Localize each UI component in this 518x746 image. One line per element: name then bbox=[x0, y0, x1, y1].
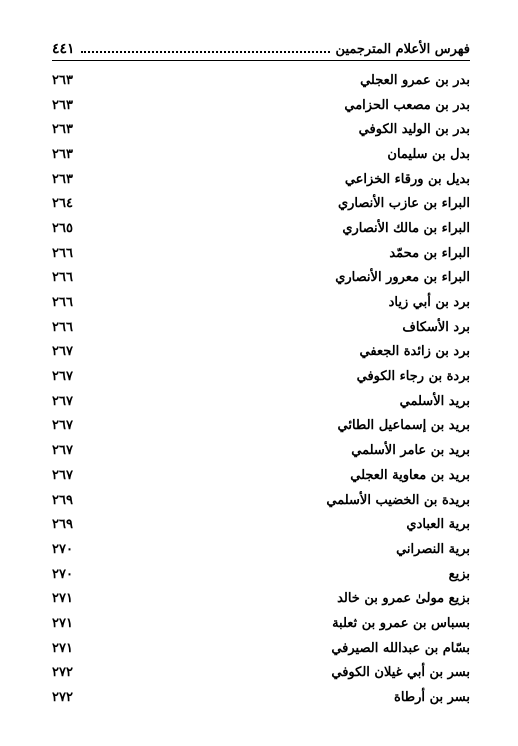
entry-name: بدر بن عمرو العجلي bbox=[360, 72, 470, 88]
header-page-number: ٤٤١ bbox=[52, 41, 75, 57]
index-entry bbox=[52, 488, 470, 513]
entry-page-number: ٢٦٧ bbox=[52, 344, 73, 360]
index-entry bbox=[52, 562, 470, 587]
entry-name: بدر بن الوليد الكوفي bbox=[358, 122, 470, 138]
index-list bbox=[52, 68, 470, 710]
index-entry bbox=[52, 117, 470, 142]
entry-name: بريد الأسلمي bbox=[399, 393, 470, 409]
entry-name: بدل بن سليمان bbox=[387, 146, 470, 162]
entry-name: بسّام بن عبدالله الصيرفي bbox=[331, 640, 470, 656]
dot-leader bbox=[81, 51, 330, 53]
entry-page-number: ٢٦٧ bbox=[52, 369, 73, 385]
entry-name: برد الأسكاف bbox=[402, 319, 470, 335]
index-entry bbox=[52, 266, 470, 291]
entry-page-number: ٢٦٣ bbox=[52, 171, 73, 187]
entry-name: برية النصراني bbox=[396, 541, 470, 557]
index-entry bbox=[52, 290, 470, 315]
index-entry bbox=[52, 315, 470, 340]
entry-page-number: ٢٦٤ bbox=[52, 196, 73, 212]
entry-name: بردة بن رجاء الكوفي bbox=[356, 369, 470, 385]
entry-name: البراء بن معرور الأنصاري bbox=[335, 270, 470, 286]
entry-name: بريد بن عامر الأسلمي bbox=[351, 443, 470, 459]
entry-page-number: ٢٦٦ bbox=[52, 270, 73, 286]
index-entry bbox=[52, 191, 470, 216]
entry-page-number: ٢٦٩ bbox=[52, 492, 73, 508]
index-entry bbox=[52, 685, 470, 710]
entry-page-number: ٢٧١ bbox=[52, 640, 73, 656]
entry-name: بريد بن إسماعيل الطائي bbox=[337, 418, 470, 434]
entry-name: بدر بن مصعب الحزامي bbox=[344, 97, 470, 113]
entry-name: بسر بن أرطاة bbox=[394, 690, 470, 706]
entry-page-number: ٢٦٥ bbox=[52, 220, 73, 236]
entry-page-number: ٢٦٦ bbox=[52, 245, 73, 261]
entry-page-number: ٢٦٦ bbox=[52, 319, 73, 335]
entry-name: بديل بن ورقاء الخزاعي bbox=[344, 171, 470, 187]
entry-name: بزيع مولىٰ عمرو بن خالد bbox=[337, 591, 470, 607]
entry-page-number: ٢٦٣ bbox=[52, 97, 73, 113]
header-title: فهرس الأعلام المترجمين bbox=[335, 42, 470, 57]
entry-name: برية العبادي bbox=[406, 517, 470, 533]
entry-name: بسباس بن عمرو بن ثعلبة bbox=[332, 615, 470, 631]
index-entry bbox=[52, 414, 470, 439]
index-entry bbox=[52, 389, 470, 414]
entry-name: برد بن زائدة الجعفي bbox=[359, 344, 470, 360]
index-entry bbox=[52, 661, 470, 686]
index-entry bbox=[52, 636, 470, 661]
entry-page-number: ٢٦٧ bbox=[52, 443, 73, 459]
entry-page-number: ٢٧٠ bbox=[52, 566, 73, 582]
entry-name: البراء بن عازب الأنصاري bbox=[337, 196, 470, 212]
index-entry bbox=[52, 537, 470, 562]
entry-name: بزيع bbox=[448, 566, 470, 582]
entry-page-number: ٢٦٣ bbox=[52, 122, 73, 138]
entry-page-number: ٢٧٠ bbox=[52, 541, 73, 557]
entry-page-number: ٢٦٣ bbox=[52, 146, 73, 162]
index-entry bbox=[52, 142, 470, 167]
entry-name: بريدة بن الخضيب الأسلمي bbox=[326, 492, 470, 508]
index-entry bbox=[52, 93, 470, 118]
index-entry bbox=[52, 438, 470, 463]
index-entry bbox=[52, 167, 470, 192]
entry-page-number: ٢٦٦ bbox=[52, 295, 73, 311]
index-entry bbox=[52, 241, 470, 266]
entry-page-number: ٢٧١ bbox=[52, 615, 73, 631]
entry-name: البراء بن مالك الأنصاري bbox=[342, 220, 470, 236]
entry-page-number: ٢٧٢ bbox=[52, 690, 73, 706]
index-entry bbox=[52, 512, 470, 537]
index-entry bbox=[52, 364, 470, 389]
index-entry bbox=[52, 586, 470, 611]
header-rule bbox=[52, 60, 470, 61]
index-entry bbox=[52, 216, 470, 241]
entry-name: برد بن أبي زياد bbox=[388, 295, 470, 311]
index-entry bbox=[52, 463, 470, 488]
entry-name: بريد بن معاوية العجلي bbox=[350, 467, 470, 483]
entry-name: بسر بن أبي غيلان الكوفي bbox=[331, 665, 470, 681]
entry-page-number: ٢٦٧ bbox=[52, 418, 73, 434]
entry-name: البراء بن محمّد bbox=[389, 245, 470, 261]
entry-page-number: ٢٦٧ bbox=[52, 393, 73, 409]
index-entry bbox=[52, 611, 470, 636]
entry-page-number: ٢٦٧ bbox=[52, 467, 73, 483]
page-header bbox=[52, 35, 470, 57]
index-entry bbox=[52, 340, 470, 365]
entry-page-number: ٢٧٢ bbox=[52, 665, 73, 681]
entry-page-number: ٢٦٩ bbox=[52, 517, 73, 533]
entry-page-number: ٢٦٣ bbox=[52, 72, 73, 88]
entry-page-number: ٢٧١ bbox=[52, 591, 73, 607]
index-entry bbox=[52, 68, 470, 93]
